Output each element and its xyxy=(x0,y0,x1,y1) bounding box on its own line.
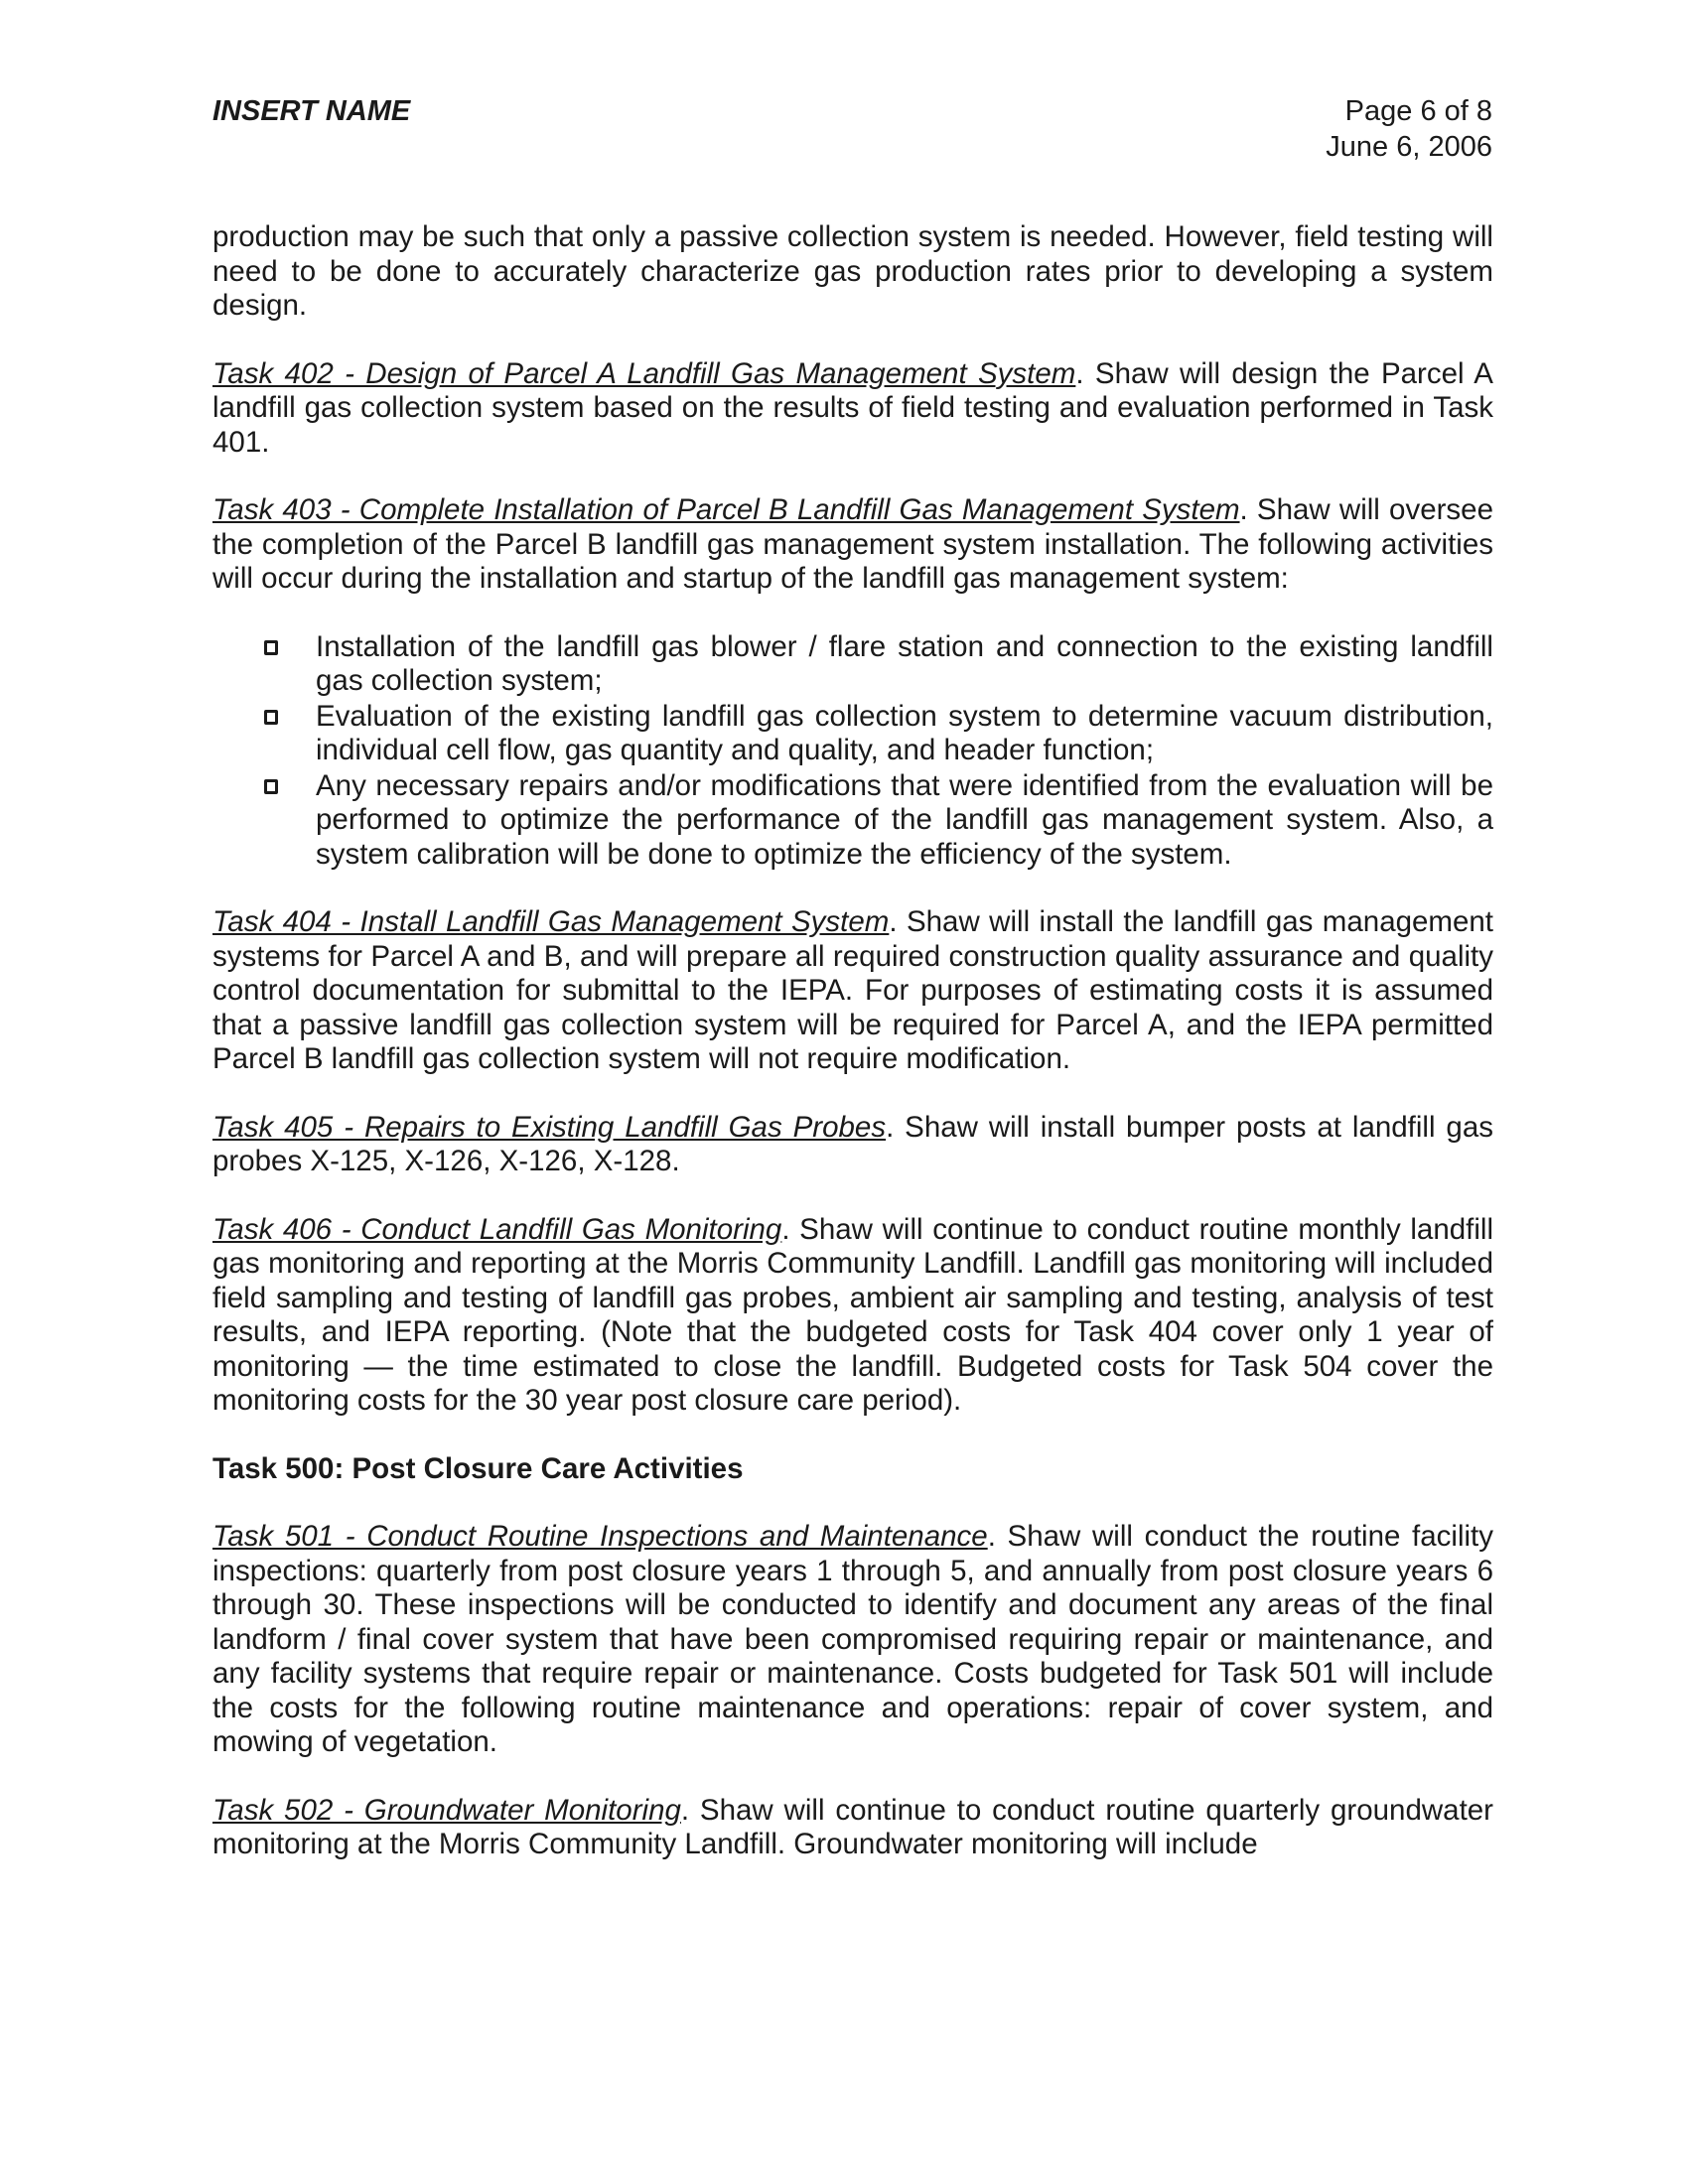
list-item xyxy=(316,630,1493,699)
task-502-title: Task 502 - Groundwater Monitoring xyxy=(212,1793,681,1827)
task-403-title: Task 403 - Complete Installation of Parcel B Landfill Gas Management System xyxy=(212,493,1240,526)
task-405-title: Task 405 - Repairs to Existing Landfill Gas Probes xyxy=(212,1110,887,1144)
task-404-text: . Shaw will install the landfill gas management systems for Parcel A and B, and will prepare all required construction quality assurance and quality control documentation for submittal to the IEPA. For purposes of estimating costs it is assumed that a passive landfill gas collection system will be required for Parcel A, and the IEPA permitted Parcel B landfill gas collection system will not require modification. xyxy=(212,905,1494,1075)
document-date: June 6, 2006 xyxy=(1326,131,1492,163)
task-402-paragraph xyxy=(212,357,1493,461)
task-501-paragraph xyxy=(212,1520,1493,1760)
checkbox-bullet-icon xyxy=(264,640,278,655)
task-501-title: Task 501 - Conduct Routine Inspections and Maintenance xyxy=(212,1520,988,1553)
task-405-text: . Shaw will install bumper posts at landfill gas probes X-125, X-126, X-126, X-128. xyxy=(212,1110,1493,1177)
task-404-paragraph xyxy=(212,905,1493,1077)
header-name: INSERT NAME xyxy=(212,95,411,127)
list-item xyxy=(316,700,1493,768)
task-402-text: . Shaw will design the Parcel A landfill gas collection system based on the results of field testing and evaluation performed in Task 401. xyxy=(212,356,1493,459)
list-item-text: Any necessary repairs and/or modifications that were identified from the evaluation will be performed to optimize the performance of the landfill gas management system. Also, a system calibration will be done to optimize the efficiency of the system. xyxy=(316,768,1493,871)
intro-paragraph: production may be such that only a passive collection system is needed. However, field testing will need to be done to accurately characterize gas production rates prior to developing a system design. xyxy=(212,220,1493,322)
task-405-paragraph xyxy=(212,1111,1493,1179)
task-402-title: Task 402 - Design of Parcel A Landfill Gas Management System xyxy=(212,356,1076,390)
list-item-text: Installation of the landfill gas blower / flare station and connection to the existing landfill gas collection system; xyxy=(316,629,1493,697)
task-502-text: . Shaw will continue to conduct routine quarterly groundwater monitoring at the Morris Community Landfill. Groundwater monitoring will include xyxy=(212,1793,1493,1860)
list-item-text: Evaluation of the existing landfill gas collection system to determine vacuum distribution, individual cell flow, gas quantity and quality, and header function; xyxy=(316,699,1493,766)
page-number: Page 6 of 8 xyxy=(1344,95,1492,127)
task-406-paragraph xyxy=(212,1213,1493,1419)
task-403-activity-list xyxy=(212,630,1493,873)
task-501-text: . Shaw will conduct the routine facility inspections: quarterly from post closure years 1 through 5, and annually from post closure years 6 through 30. These inspections will be conducted to identify and document any areas of the final landform / final cover system that have been compromised requiring repair or maintenance, and any facility systems that require repair or maintenance. Costs budgeted for Task 501 will include the costs for the following routine maintenance and operations: repair of cover system, and mowing of vegetation. xyxy=(212,1520,1493,1758)
task-502-paragraph xyxy=(212,1794,1493,1862)
list-item xyxy=(316,769,1493,873)
task-403-text: . Shaw will oversee the completion of the Parcel B landfill gas management system installation. The following activities will occur during the installation and startup of the landfill gas management system: xyxy=(212,493,1493,595)
task-403-paragraph xyxy=(212,493,1493,597)
task-406-title: Task 406 - Conduct Landfill Gas Monitoring xyxy=(212,1212,782,1246)
section-500-heading: Task 500: Post Closure Care Activities xyxy=(212,1451,744,1485)
header-page-info xyxy=(1326,93,1492,165)
document-body xyxy=(212,220,1493,1896)
task-404-title: Task 404 - Install Landfill Gas Management System xyxy=(212,905,890,938)
checkbox-bullet-icon xyxy=(264,779,278,794)
checkbox-bullet-icon xyxy=(264,710,278,725)
task-406-text: . Shaw will continue to conduct routine monthly landfill gas monitoring and reporting at the Morris Community Landfill. Landfill gas monitoring will included field sampling and testing of landfill gas probes, ambient air sampling and testing, analysis of test results, and IEPA reporting. (Note that the budgeted costs for Task 404 cover only 1 year of monitoring — the time estimated to close the landfill. Budgeted costs for Task 504 cover the monitoring costs for the 30 year post closure care period). xyxy=(212,1212,1494,1417)
